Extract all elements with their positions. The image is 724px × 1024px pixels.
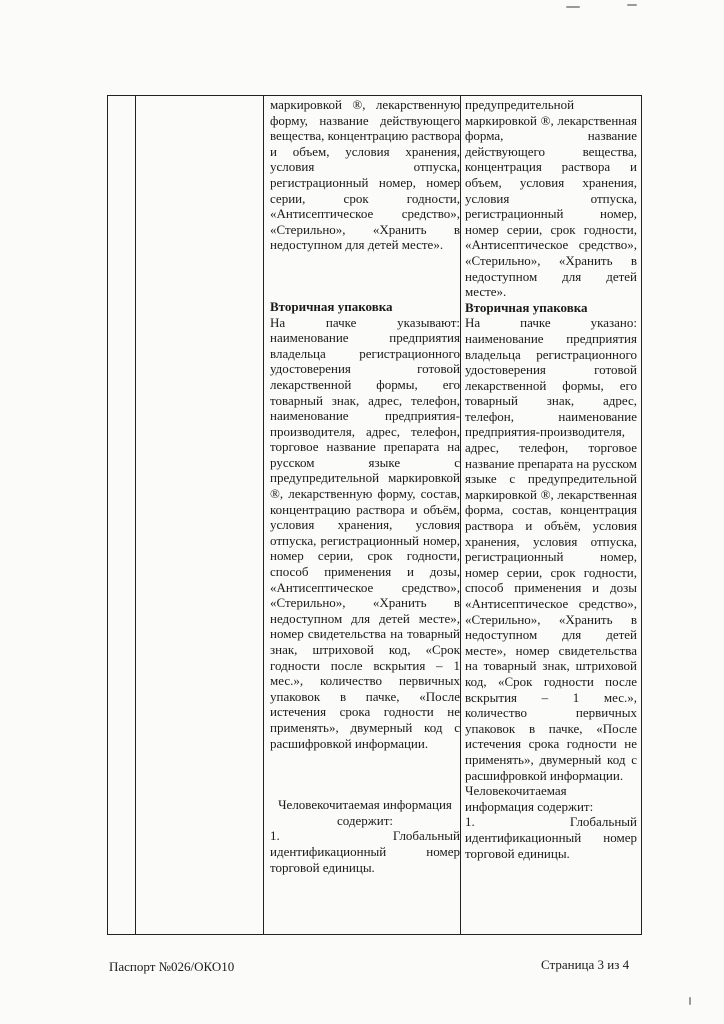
scan-speck: [689, 997, 691, 1005]
col4-item1: 1. Глобальный идентификационный номер торговой единицы.: [465, 814, 637, 861]
col4-secondary-text: На пачке указано: наименование предприятия владельца регистрационного удостоверения готовой лекарственной формы, его товарный знак, адрес, телефон, наименование предприятия-производителя, адрес, телефон, торговое название препарата на русском языке с предупредительной маркировкой ®, лекарственная форма, состав, концентрация раствора и объём, условия хранения, условия отпуска, регистрационный номер, номер серии, срок годности, способ применения и дозы «Антисептическое средство», «Стерильно», «Хранить в недоступном для детей месте», номер свидетельства на товарный знак, штриховой код, «Срок годности после вскрытия – 1 мес.», количество первичных упаковок в пачке, «После истечения срока годности не применять», двумерный код с расшифровкой информации.: [465, 315, 637, 783]
col4-top-text: предупредительной маркировкой ®, лекарственная форма, название действующего вещества, концентрация раствора и объем, условия хранения, условия отпуска, регистрационный номер, номер серии, срок годности, «Антисептическое средство», «Стерильно», «Хранить в недоступном для детей месте».: [465, 97, 637, 300]
column-divider-1: [135, 96, 136, 934]
col3-secondary-heading: Вторичная упаковка: [270, 298, 393, 314]
column-divider-2: [263, 96, 264, 934]
scan-speck: [566, 6, 580, 8]
page-number: Страница 3 из 4: [541, 957, 630, 972]
col4-human-readable: Человекочитаемая информация содержит:: [465, 783, 594, 814]
scan-speck: [627, 4, 637, 6]
results-column: [465, 97, 637, 861]
passport-number: Паспорт №026/ОКО10: [109, 959, 235, 974]
col3-secondary-text: На пачке указывают: наименование предприятия владельца регистрационного удостоверения готовой лекарственной формы, его товарный знак, адрес, телефон, наименование предприятия-производителя, адрес, телефон, торговое название препарата на русском языке с предупредительной маркировкой ®, лекарственную форму, состав, концентрацию раствора и объём, условия хранения, условия отпуска, регистрационный номер, номер серии, срок годности, способ применения и дозы, «Антисептическое средство», «Стерильно», «Хранить в недоступном для детей месте», номер свидетельства на товарный знак, штриховой код, «Срок годности после вскрытия – 1 мес.», количество первичных упаковок в пачке, «После истечения срока годности не применять», двумерный код с расшифровкой информации.: [270, 314, 460, 751]
col3-human-readable: Человекочитаемая информация содержит:: [278, 797, 452, 828]
col4-secondary-heading: Вторичная упаковка: [465, 299, 588, 315]
column-divider-3: [460, 96, 461, 934]
specification-table: [107, 95, 642, 935]
col3-item1: 1. Глобальный идентификационный номер торговой единицы.: [270, 828, 460, 875]
requirements-column: [270, 97, 460, 875]
col3-top-text: маркировкой ®, лекарственную форму, название действующего вещества, концентрацию раствора и объем, условия хранения, условия отпуска, регистрационный номер, номер серии, срок годности, «Антисептическое средство», «Стерильно», «Хранить в недоступном для детей месте».: [270, 97, 460, 253]
